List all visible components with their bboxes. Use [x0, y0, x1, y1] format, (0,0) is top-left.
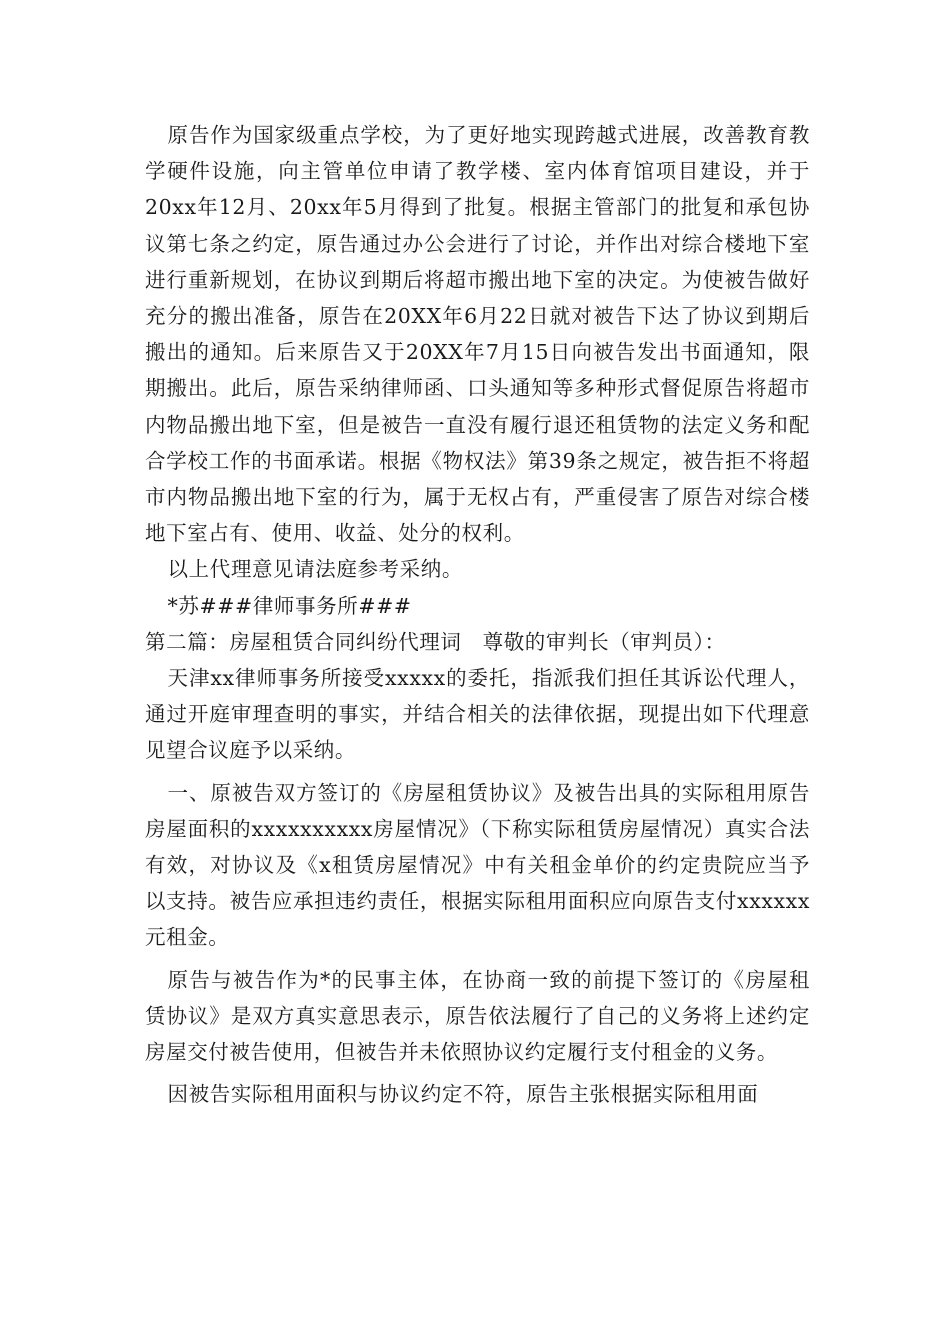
- section-title-second: 第二篇：房屋租赁合同纠纷代理词 尊敬的审判长（审判员）：: [145, 629, 726, 654]
- paragraph-point-one: 一、原被告双方签订的《房屋租赁协议》及被告出具的实际租用原告房屋面积的xxxxxxxxxx房屋情况》（下称实际租赁房屋情况）真实合法有效，对协议及《x租赁房屋情况》中有关租金单价的约定贵院应当予以支持。被告应承担违约责任，根据实际租用面积应向原告支付xxxxxx元租金。: [145, 780, 810, 950]
- document-body: [145, 117, 810, 1112]
- law-firm-signature: *苏###律师事务所###: [167, 593, 412, 618]
- paragraph-closing-request: 以上代理意见请法庭参考采纳。: [167, 557, 463, 582]
- paragraph-civil-subjects: 原告与被告作为*的民事主体，在协商一致的前提下签订的《房屋租赁协议》是双方真实意思表示，原告依法履行了自己的义务将上述约定房屋交付被告使用，但被告并未依照协议约定履行支付租金的义务。: [145, 967, 810, 1065]
- paragraph-basement-relocation: 原告作为国家级重点学校，为了更好地实现跨越式进展，改善教育教学硬件设施，向主管单位申请了教学楼、室内体育馆项目建设，并于20xx年12月、20xx年5月得到了批复。根据主管部门的批复和承包协议第七条之约定，原告通过办公会进行了讨论，并作出对综合楼地下室进行重新规划，在协议到期后将超市搬出地下室的决定。为使被告做好充分的搬出准备，原告在20XX年6月22日就对被告下达了协议到期后搬出的通知。后来原告又于20XX年7月15日向被告发出书面通知，限期搬出。此后，原告采纳律师函、口头通知等多种形式督促原告将超市内物品搬出地下室，但是被告一直没有履行退还租赁物的法定义务和配合学校工作的书面承诺。根据《物权法》第39条之规定，被告拒不将超市内物品搬出地下室的行为，属于无权占有，严重侵害了原告对综合楼地下室占有、使用、收益、处分的权利。: [145, 123, 810, 546]
- paragraph-area-mismatch: 因被告实际租用面积与协议约定不符，原告主张根据实际租用面: [167, 1082, 759, 1107]
- paragraph-entrustment: 天津xx律师事务所接受xxxxx的委托，指派我们担任其诉讼代理人，通过开庭审理查明的事实，并结合相关的法律依据，现提出如下代理意见望合议庭予以采纳。: [145, 666, 810, 763]
